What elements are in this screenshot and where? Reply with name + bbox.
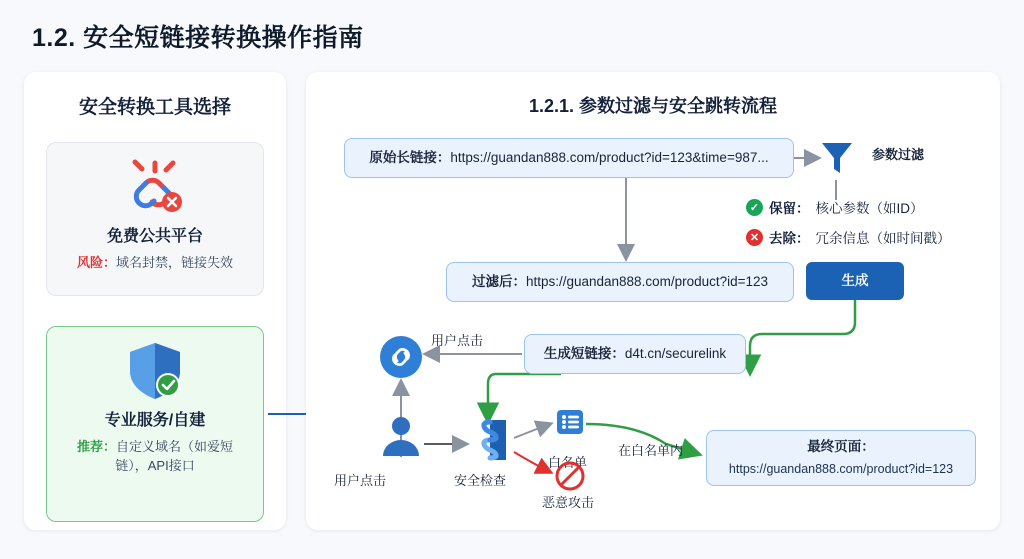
whitelist-icon <box>554 406 586 438</box>
legend-keep-text: 核心参数（如ID） <box>815 201 924 216</box>
caption-malicious-attack: 恶意攻击 <box>542 495 595 510</box>
left-panel-title: 安全转换工具选择 <box>78 97 231 118</box>
node-short-value: d4t.cn/securelink <box>624 345 727 361</box>
card-free-note-label: 风险： <box>76 255 116 270</box>
legend-keep-label: 保留： <box>769 201 810 216</box>
user-icon <box>378 412 424 460</box>
caption-user: 用户点击 <box>334 473 387 488</box>
caption-in-whitelist: 在白名单内 <box>618 443 684 458</box>
check-circle-icon: ✓ <box>746 199 763 216</box>
card-pro-title: 专业服务/自建 <box>104 412 206 429</box>
node-final-url: https://guandan888.com/product?id=123 <box>728 461 954 476</box>
caption-user-click-top: 用户点击 <box>431 333 484 348</box>
card-pro-note <box>47 438 263 476</box>
blocked-attack-icon <box>554 460 586 492</box>
cross-circle-icon: ✕ <box>746 229 763 246</box>
caption-whitelist: 白名单 <box>548 455 588 470</box>
broken-link-icon <box>47 157 263 217</box>
caption-security-check: 安全检查 <box>454 473 507 488</box>
node-filtered-label: 过滤后： <box>471 273 526 289</box>
caption-parameter-filter: 参数过滤 <box>872 147 925 162</box>
flow-diagram-panel <box>306 72 1000 530</box>
card-pro-note-label: 推荐： <box>76 439 116 454</box>
card-free-note-text: 域名封禁，链接失效 <box>116 255 234 270</box>
card-free-title: 免费公共平台 <box>106 228 203 245</box>
card-free-note <box>47 254 263 273</box>
node-original-value: https://guandan888.com/product?id=123&time=987... <box>450 149 769 165</box>
legend-keep <box>746 197 924 217</box>
legend-remove-text: 冗余信息（如时间戳） <box>815 231 951 246</box>
right-panel-title: 1.2.1. 参数过滤与安全跳转流程 <box>528 96 778 116</box>
node-filtered-url[interactable] <box>446 262 794 302</box>
node-final-page[interactable] <box>706 430 976 486</box>
security-check-icon <box>466 416 514 464</box>
node-final-title: 最终页面： <box>807 439 875 455</box>
funnel-filter-icon <box>818 138 856 178</box>
node-filtered-value: https://guandan888.com/product?id=123 <box>525 273 769 289</box>
page-title: 1.2. 安全短链接转换操作指南 <box>32 24 364 52</box>
legend-remove-label: 去除： <box>769 231 810 246</box>
link-circle-icon <box>378 334 424 380</box>
shield-check-icon <box>47 341 263 401</box>
node-short-label: 生成短链接： <box>543 345 625 361</box>
card-professional-service[interactable] <box>46 326 264 522</box>
node-original-url[interactable] <box>344 138 794 178</box>
node-short-url[interactable] <box>524 334 746 374</box>
tool-selection-panel <box>24 72 286 530</box>
node-original-label: 原始长链接： <box>369 149 451 165</box>
card-free-public-platform[interactable] <box>46 142 264 296</box>
legend-remove <box>746 227 951 247</box>
generate-button[interactable]: 生成 <box>806 262 904 300</box>
card-pro-note-text: 自定义域名（如爱短链），API接口 <box>115 439 234 473</box>
